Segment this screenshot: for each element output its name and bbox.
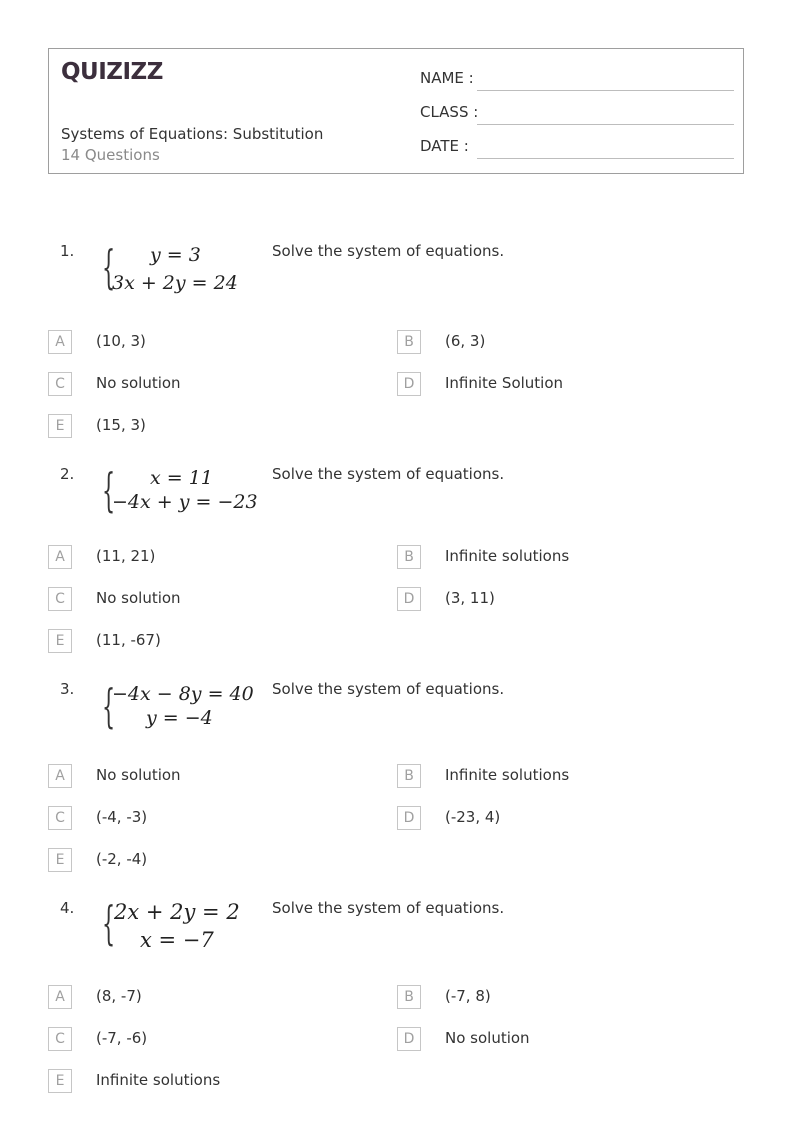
option-text: (15, 3) — [96, 416, 146, 434]
option-text: (-7, -6) — [96, 1029, 148, 1047]
class-label: CLASS : — [420, 103, 479, 121]
option-c[interactable] — [48, 806, 348, 830]
option-letter: C — [48, 372, 72, 396]
equation-2: x = −7 — [140, 928, 214, 952]
option-text: (-2, -4) — [96, 850, 148, 868]
option-d[interactable] — [397, 587, 697, 611]
question-number: 1. — [60, 242, 75, 260]
option-letter: B — [397, 330, 421, 354]
option-letter: B — [397, 985, 421, 1009]
worksheet-header — [48, 48, 744, 174]
option-c[interactable] — [48, 1027, 348, 1051]
question-prompt: Solve the system of equations. — [272, 680, 505, 698]
option-e[interactable] — [48, 848, 348, 872]
brace: { — [102, 240, 116, 294]
option-letter: C — [48, 1027, 72, 1051]
option-text: No solution — [445, 1029, 530, 1047]
equation-1: x = 11 — [150, 467, 213, 489]
date-field[interactable] — [420, 137, 734, 157]
option-letter: A — [48, 545, 72, 569]
question-number: 2. — [60, 465, 75, 483]
question-count: 14 Questions — [61, 146, 160, 164]
option-a[interactable] — [48, 985, 348, 1009]
option-letter: E — [48, 1069, 72, 1093]
question-number: 4. — [60, 899, 75, 917]
option-text: Infinite solutions — [445, 547, 570, 565]
equation-2: y = −4 — [146, 707, 213, 729]
question-prompt: Solve the system of equations. — [272, 899, 505, 917]
option-d[interactable] — [397, 1027, 697, 1051]
option-letter: E — [48, 414, 72, 438]
class-line — [477, 124, 734, 125]
option-letter: A — [48, 764, 72, 788]
date-label: DATE : — [420, 137, 469, 155]
option-b[interactable] — [397, 545, 697, 569]
name-label: NAME : — [420, 69, 474, 87]
option-c[interactable] — [48, 587, 348, 611]
option-text: (10, 3) — [96, 332, 146, 350]
option-letter: E — [48, 629, 72, 653]
option-text: (-4, -3) — [96, 808, 148, 826]
option-d[interactable] — [397, 806, 697, 830]
option-text: No solution — [96, 374, 181, 392]
question-prompt: Solve the system of equations. — [272, 242, 505, 260]
option-d[interactable] — [397, 372, 697, 396]
option-e[interactable] — [48, 629, 348, 653]
option-b[interactable] — [397, 330, 697, 354]
option-letter: A — [48, 985, 72, 1009]
option-a[interactable] — [48, 545, 348, 569]
option-text: (8, -7) — [96, 987, 142, 1005]
question-number: 3. — [60, 680, 75, 698]
option-text: (6, 3) — [445, 332, 486, 350]
option-text: (11, -67) — [96, 631, 161, 649]
equation-1: −4x − 8y = 40 — [112, 683, 254, 705]
brace: { — [102, 463, 116, 517]
option-text: Infinite solutions — [445, 766, 570, 784]
equation-system — [102, 896, 262, 952]
option-text: Infinite Solution — [445, 374, 564, 392]
option-letter: C — [48, 806, 72, 830]
option-letter: D — [397, 587, 421, 611]
brace: { — [102, 896, 116, 950]
option-b[interactable] — [397, 985, 697, 1009]
option-e[interactable] — [48, 414, 348, 438]
option-text: No solution — [96, 589, 181, 607]
name-line — [477, 90, 734, 91]
option-a[interactable] — [48, 764, 348, 788]
equation-2: 3x + 2y = 24 — [112, 272, 238, 294]
option-text: No solution — [96, 766, 181, 784]
option-letter: A — [48, 330, 72, 354]
date-line — [477, 158, 734, 159]
option-c[interactable] — [48, 372, 348, 396]
option-text: (-23, 4) — [445, 808, 501, 826]
option-text: (3, 11) — [445, 589, 495, 607]
equation-system — [102, 463, 262, 519]
option-letter: B — [397, 545, 421, 569]
equation-1: y = 3 — [150, 244, 201, 266]
option-b[interactable] — [397, 764, 697, 788]
option-letter: E — [48, 848, 72, 872]
brace: { — [102, 679, 116, 733]
option-e[interactable] — [48, 1069, 348, 1093]
option-letter: D — [397, 1027, 421, 1051]
name-field[interactable] — [420, 69, 734, 89]
option-letter: D — [397, 806, 421, 830]
option-text: (11, 21) — [96, 547, 156, 565]
quizizz-logo: QUIZIZZ — [61, 59, 163, 85]
option-letter: B — [397, 764, 421, 788]
worksheet-title: Systems of Equations: Substitution — [61, 125, 324, 143]
equation-2: −4x + y = −23 — [112, 491, 258, 513]
option-text: Infinite solutions — [96, 1071, 221, 1089]
option-letter: D — [397, 372, 421, 396]
class-field[interactable] — [420, 103, 734, 123]
equation-1: 2x + 2y = 2 — [114, 900, 240, 924]
equation-system — [102, 679, 262, 735]
option-letter: C — [48, 587, 72, 611]
option-text: (-7, 8) — [445, 987, 491, 1005]
question-prompt: Solve the system of equations. — [272, 465, 505, 483]
equation-system — [102, 240, 262, 296]
option-a[interactable] — [48, 330, 348, 354]
